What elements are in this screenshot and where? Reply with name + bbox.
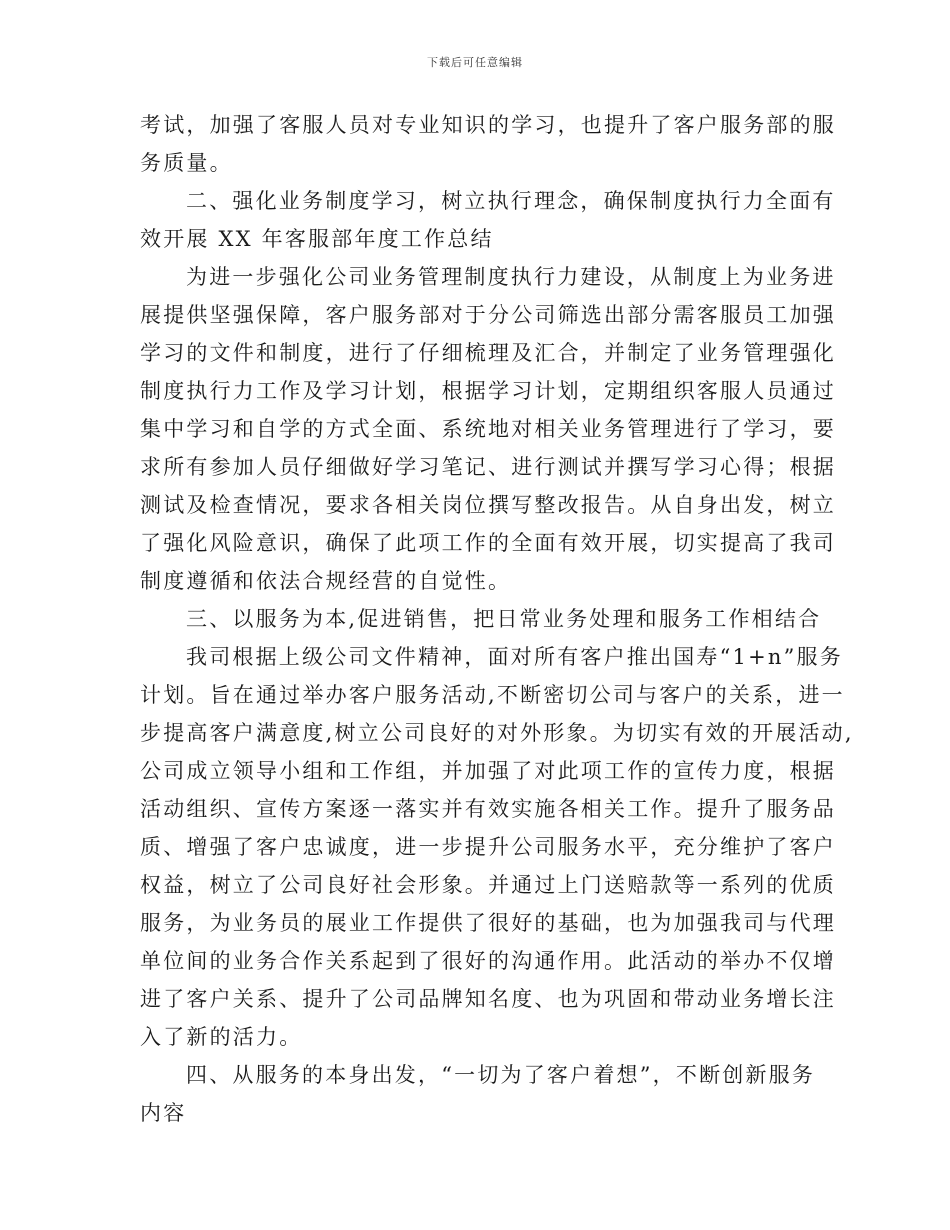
text-line: 服务，为业务员的展业工作提供了很好的基础，也为加强我司与代理 (140, 911, 836, 935)
text-line: 制度遵循和依法合规经营的自觉性。 (140, 569, 512, 593)
page-header: 下载后可任意编辑 (427, 56, 523, 69)
paragraph-start: 为进一步强化公司业务管理制度执行力建设，从制度上为业务进 (186, 265, 836, 289)
section-heading: 三、以服务为本,促进销售，把日常业务处理和服务工作相结合 (186, 607, 822, 631)
text-line: 计划。旨在通过举办客户服务活动,不断密切公司与客户的关系，进一 (140, 683, 845, 707)
text-line: 测试及检查情况，要求各相关岗位撰写整改报告。从自身出发，树立 (140, 493, 836, 517)
section-heading: 四、从服务的本身出发，“一切为了客户着想”，不断创新服务 (186, 1063, 816, 1087)
text-line: 了强化风险意识，确保了此项工作的全面有效开展，切实提高了我司 (140, 531, 836, 555)
text-line: 学习的文件和制度，进行了仔细梳理及汇合，并制定了业务管理强化 (140, 341, 836, 365)
text-line: 步提高客户满意度,树立公司良好的对外形象。为切实有效的开展活动, (140, 721, 854, 745)
text-line: 求所有参加人员仔细做好学习笔记、进行测试并撰写学习心得；根据 (140, 455, 836, 479)
text-line: 考试，加强了客服人员对专业知识的学习，也提升了客户服务部的服 (140, 113, 836, 137)
text-line: 公司成立领导小组和工作组，并加强了对此项工作的宣传力度，根据 (140, 759, 836, 783)
document-body (140, 106, 854, 1132)
text-line: 进了客户关系、提升了公司品牌知名度、也为巩固和带动业务增长注 (140, 987, 836, 1011)
text-line: 权益，树立了公司良好社会形象。并通过上门送赔款等一系列的优质 (140, 873, 836, 897)
text-line: 务质量。 (140, 151, 233, 175)
section-heading: 二、强化业务制度学习，树立执行理念，确保制度执行力全面有 (186, 189, 836, 213)
text-line: 展提供坚强保障，客户服务部对于分公司筛选出部分需客服员工加强 (140, 303, 836, 327)
text-line: 活动组织、宣传方案逐一落实并有效实施各相关工作。提升了服务品 (140, 797, 836, 821)
paragraph-start: 我司根据上级公司文件精神，面对所有客户推出国寿“1+n”服务 (186, 645, 843, 669)
text-line: 质、增强了客户忠诚度，进一步提升公司服务水平，充分维护了客户 (140, 835, 836, 859)
text-line: 单位间的业务合作关系起到了很好的沟通作用。此活动的举办不仅增 (140, 949, 836, 973)
section-heading-continued: 效开展 XX 年客服部年度工作总结 (140, 227, 494, 251)
text-line: 入了新的活力。 (140, 1025, 303, 1049)
text-line: 集中学习和自学的方式全面、系统地对相关业务管理进行了学习，要 (140, 417, 836, 441)
text-line: 制度执行力工作及学习计划，根据学习计划，定期组织客服人员通过 (140, 379, 836, 403)
section-heading-continued: 内容 (140, 1101, 187, 1125)
